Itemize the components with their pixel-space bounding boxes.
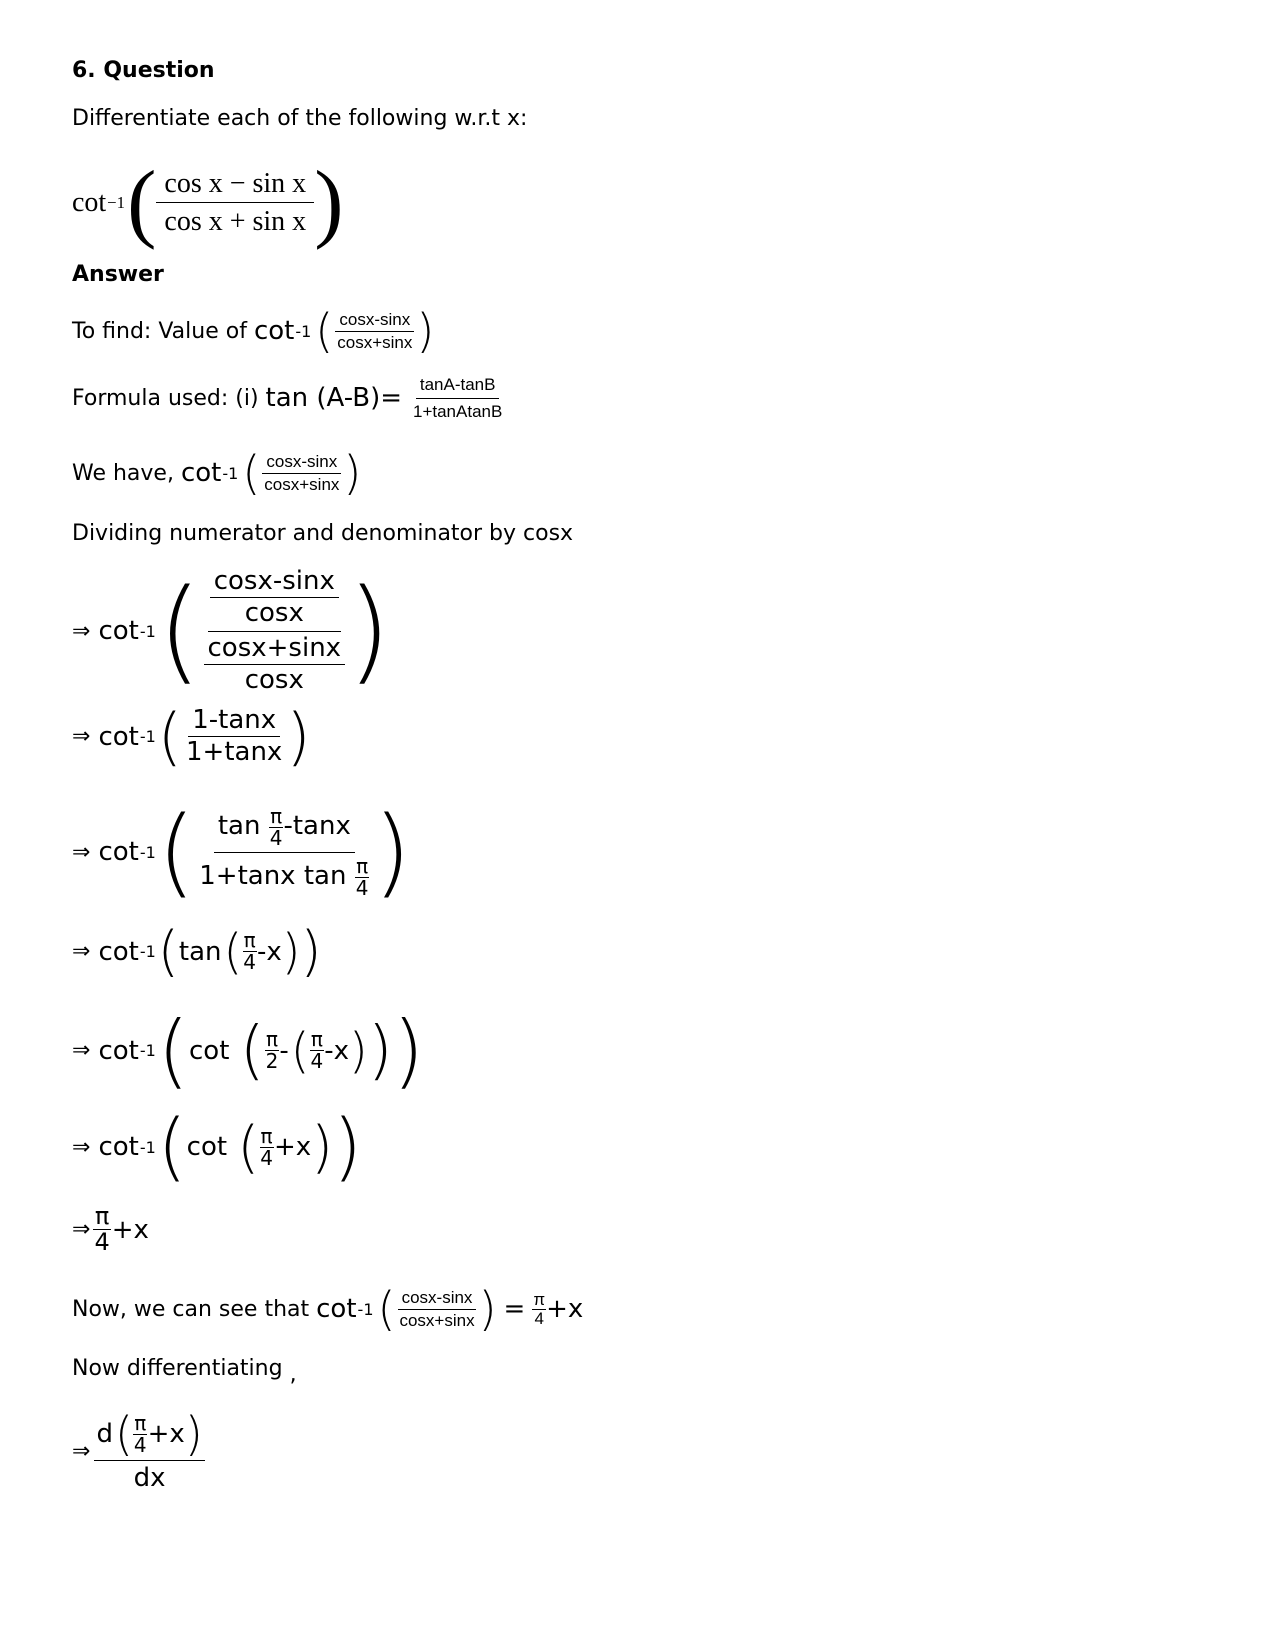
- step-func: cot: [98, 837, 139, 867]
- pi-over-4: [269, 803, 284, 850]
- four: 4: [355, 875, 369, 900]
- right-paren: ): [286, 700, 311, 773]
- formula-denominator: 1+tanAtanB: [413, 401, 503, 421]
- right-paren: ): [300, 920, 322, 983]
- four: 4: [133, 1432, 147, 1457]
- now-see-numerator: cosx-sinx: [398, 1289, 477, 1310]
- now-see-tail: +x: [546, 1294, 584, 1324]
- four: 4: [310, 1049, 324, 1073]
- step5-tail: -x: [324, 1035, 350, 1066]
- now-see-line: [72, 1282, 583, 1336]
- pi-over-4: [259, 1123, 274, 1170]
- step-1: [72, 566, 391, 696]
- we-have-numerator: cosx-sinx: [262, 453, 341, 474]
- implies-arrow: ⇒: [72, 1038, 91, 1063]
- right-paren: ): [373, 796, 411, 908]
- step3-denominator: [195, 853, 373, 899]
- step-2: [72, 700, 311, 773]
- expr-func: cot: [72, 186, 107, 218]
- right-paren: ): [347, 566, 391, 696]
- left-paren: (: [114, 1407, 133, 1461]
- implies-arrow: ⇒: [72, 618, 91, 644]
- step1-inner-top: [210, 565, 339, 629]
- step5-minus: -: [279, 1035, 289, 1066]
- step-power: -1: [139, 621, 156, 641]
- expr-power: −1: [107, 192, 126, 212]
- formula-line: [72, 376, 506, 421]
- pi-symbol: π: [243, 928, 256, 952]
- pi-over-4: [92, 1204, 111, 1255]
- step1-outer-fraction: [202, 565, 348, 695]
- expr-numerator: cos x − sin x: [156, 169, 314, 203]
- left-paren: (: [157, 566, 202, 696]
- we-have-func: cot: [180, 458, 222, 488]
- question-heading: 6. Question: [72, 58, 215, 83]
- formula-fraction: [409, 376, 506, 421]
- we-have-fraction: [260, 453, 343, 494]
- pi-symbol: π: [134, 1410, 147, 1435]
- equals-sign: =: [503, 1294, 526, 1324]
- pi-symbol: π: [270, 803, 283, 828]
- step4-tail: -x: [256, 936, 282, 967]
- step-func: cot: [98, 1132, 139, 1162]
- derivative-numerator: [94, 1407, 204, 1461]
- step3-num-pre: tan: [217, 811, 261, 842]
- final-tail: +x: [147, 1418, 185, 1449]
- pi-over-4: [242, 930, 257, 973]
- step-5: [72, 1004, 424, 1097]
- step5-inner-func: cot: [189, 1035, 230, 1066]
- final-derivative: [72, 1407, 205, 1494]
- step2-fraction: [182, 704, 286, 767]
- to-find-numerator: cosx-sinx: [335, 311, 414, 332]
- right-paren: ): [343, 446, 362, 500]
- to-find-power: -1: [295, 321, 312, 341]
- left-paren: (: [242, 446, 261, 500]
- d-symbol: d: [96, 1418, 113, 1449]
- to-find-line: [72, 304, 434, 358]
- derivative-fraction: [94, 1407, 204, 1494]
- pi-over-4: [310, 1029, 325, 1072]
- step3-numerator: [214, 803, 355, 853]
- to-find-label: To find: Value of: [72, 318, 247, 344]
- right-paren: ): [184, 1407, 203, 1461]
- left-paren: (: [377, 1282, 396, 1336]
- pi-symbol: π: [356, 853, 369, 878]
- to-find-func: cot: [253, 316, 295, 346]
- step-power: -1: [139, 1041, 156, 1060]
- left-paren: (: [157, 920, 179, 983]
- four: 4: [94, 1228, 110, 1257]
- now-diff-label: Now differentiating: [72, 1356, 283, 1381]
- step3-den-pre: 1+tanx tan: [199, 861, 347, 892]
- step4-inner-func: tan: [178, 936, 222, 967]
- step-power: -1: [139, 842, 156, 862]
- step-3: [72, 796, 411, 908]
- left-paren: (: [290, 1022, 310, 1079]
- left-paren: (: [157, 1004, 190, 1097]
- step1-den-den: cosx: [244, 664, 304, 695]
- right-paren: ): [311, 1114, 333, 1180]
- right-paren: ): [367, 1013, 393, 1088]
- formula-numerator: tanA-tanB: [416, 376, 500, 399]
- pi-over-4: [133, 1410, 148, 1457]
- pi-over-4: [532, 1291, 546, 1328]
- four: 4: [534, 1308, 544, 1328]
- now-see-power: -1: [357, 1299, 374, 1319]
- step-func: cot: [98, 1035, 139, 1066]
- implies-arrow: ⇒: [72, 1217, 91, 1243]
- we-have-power: -1: [222, 463, 239, 483]
- dx-symbol: dx: [133, 1463, 166, 1494]
- step6-tail: +x: [273, 1132, 312, 1162]
- step1-num-den: cosx: [244, 598, 304, 629]
- answer-heading: Answer: [72, 262, 164, 287]
- question-expression: [72, 152, 344, 253]
- step-power: -1: [139, 942, 156, 961]
- now-see-func: cot: [316, 1294, 357, 1324]
- step-6: [72, 1104, 362, 1190]
- four: 4: [269, 825, 283, 850]
- pi-symbol: π: [533, 1289, 546, 1309]
- left-paren: (: [157, 796, 196, 908]
- step-7: [72, 1204, 149, 1255]
- to-find-denominator: cosx+sinx: [337, 332, 413, 352]
- four: 4: [243, 950, 256, 974]
- step-func: cot: [98, 936, 139, 967]
- step1-inner-bottom: [204, 632, 346, 695]
- dividing-text: Dividing numerator and denominator by cosx: [72, 521, 574, 546]
- step1-den-num: cosx+sinx: [204, 635, 346, 665]
- implies-arrow: ⇒: [72, 1438, 91, 1464]
- implies-arrow: ⇒: [72, 724, 91, 749]
- right-paren: ): [392, 1004, 424, 1097]
- expr-fraction: [156, 169, 314, 237]
- right-paren: ): [314, 154, 344, 251]
- right-paren: ): [349, 1022, 368, 1079]
- we-have-denominator: cosx+sinx: [264, 474, 340, 494]
- step1-outer-numerator: [208, 565, 341, 632]
- step-func: cot: [98, 616, 139, 646]
- step-4: [72, 920, 322, 983]
- we-have-line: [72, 446, 361, 500]
- expr-denominator: cos x + sin x: [164, 206, 307, 237]
- formula-lhs: tan (A-B)=: [265, 383, 402, 414]
- right-paren: ): [281, 923, 301, 980]
- we-have-label: We have,: [72, 460, 174, 486]
- four: 4: [260, 1145, 273, 1170]
- implies-arrow: ⇒: [72, 939, 91, 964]
- step3-fraction: [195, 803, 373, 900]
- now-diff-comma: ,: [289, 1362, 297, 1387]
- left-paren: (: [315, 304, 334, 358]
- step3-num-post: -tanx: [283, 811, 351, 842]
- left-paren: (: [157, 1104, 187, 1190]
- left-paren: (: [127, 154, 157, 251]
- pi-symbol: π: [266, 1027, 279, 1051]
- step2-numerator: 1-tanx: [188, 707, 280, 737]
- right-paren: ): [478, 1282, 497, 1336]
- step1-num-num: cosx-sinx: [210, 568, 339, 598]
- step6-inner-func: cot: [186, 1132, 228, 1162]
- pi-symbol: π: [310, 1027, 323, 1051]
- two: 2: [265, 1049, 279, 1073]
- left-paren: (: [239, 1013, 265, 1088]
- pi-symbol: π: [260, 1123, 273, 1148]
- right-paren: ): [332, 1104, 362, 1190]
- step7-tail: +x: [111, 1214, 149, 1245]
- implies-arrow: ⇒: [72, 1134, 91, 1160]
- pi-over-2: [265, 1029, 280, 1072]
- step2-denominator: 1+tanx: [186, 737, 283, 767]
- now-see-label: Now, we can see that: [72, 1296, 310, 1322]
- now-diff-line: [72, 1356, 297, 1387]
- step-power: -1: [139, 1137, 156, 1157]
- right-paren: ): [416, 304, 435, 358]
- pi-symbol: π: [94, 1202, 110, 1230]
- implies-arrow: ⇒: [72, 839, 91, 865]
- step-power: -1: [139, 727, 156, 746]
- formula-label: Formula used: (i): [72, 385, 259, 411]
- now-see-fraction: [395, 1289, 478, 1330]
- now-see-denominator: cosx+sinx: [399, 1310, 475, 1330]
- question-instruction: Differentiate each of the following w.r.t x:: [72, 106, 528, 131]
- left-paren: (: [237, 1114, 260, 1180]
- left-paren: (: [223, 923, 243, 980]
- to-find-fraction: [333, 311, 416, 352]
- step-func: cot: [98, 721, 139, 752]
- step1-outer-denominator: [202, 632, 348, 695]
- pi-over-4: [355, 853, 370, 900]
- left-paren: (: [157, 700, 182, 773]
